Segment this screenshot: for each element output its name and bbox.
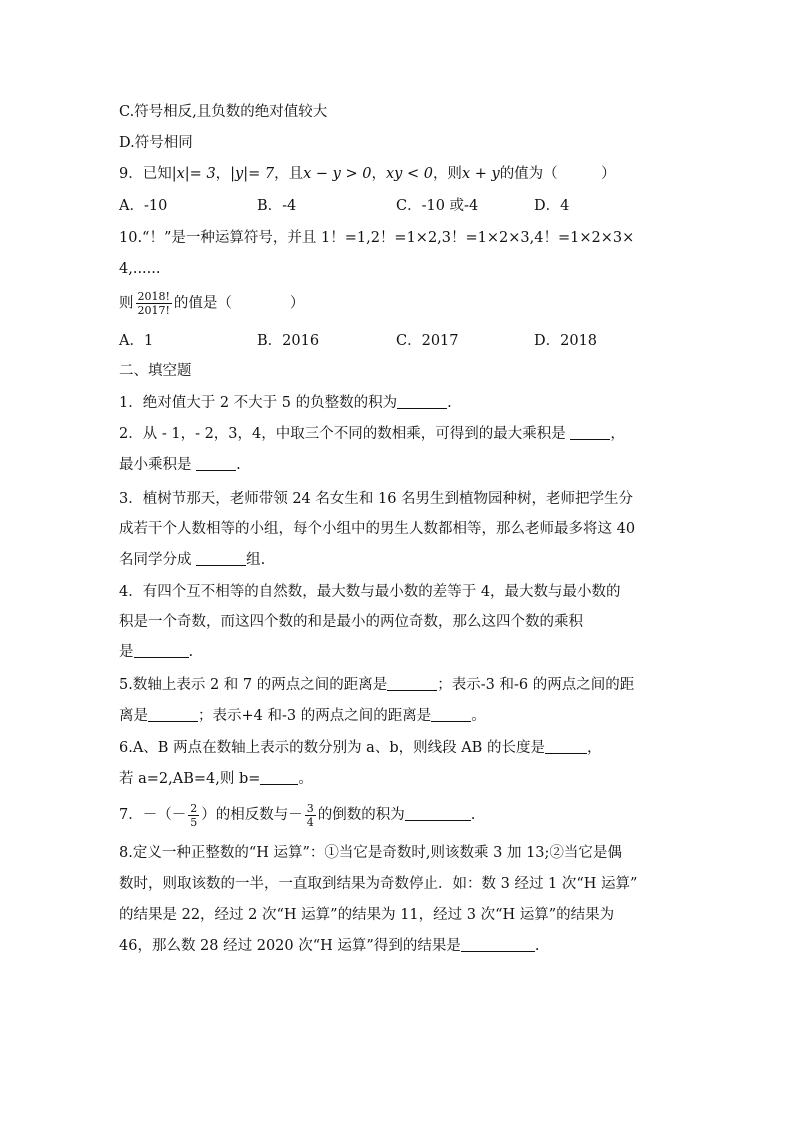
q10-option-c: C．2017 [396, 333, 459, 349]
section-title: 二、填空题 [119, 363, 192, 379]
question-10-line1: 10.“！”是一种运算符号，并且 1！=1,2！=1×2,3！=1×2×3,4！=1×2×3× [119, 230, 635, 246]
option-c-line: C.符号相反,且负数的绝对值较大 [119, 104, 328, 120]
answer-blank [431, 707, 471, 722]
q10-option-d: D．2018 [534, 333, 598, 349]
fill-question-4-line3: 是 . [119, 644, 194, 660]
fill-question-8-line3: 的结果是 22，经过 2 次“H 运算”的结果为 11，经过 3 次“H 运算”的结果为 [119, 907, 615, 923]
question-10-line3: 则 $\frac{2018!}{2017!}$ 的值是（ ） [119, 290, 305, 317]
q9-option-b: B．-4 [257, 198, 297, 214]
fill-question-1: 1．绝对值大于 2 不大于 5 的负整数的积为 . [119, 395, 452, 411]
fill-question-3-line2: 成若干个人数相等的小组，每个小组中的男生人数都相等，那么老师最多将这 40 [119, 521, 636, 537]
answer-blank [387, 676, 437, 691]
fill-question-8-line2: 数时，则取该数的一半，一直取到结果为奇数停止．如：数 3 经过 1 次“H 运算” [119, 876, 638, 892]
fill-question-4-line1: 4．有四个互不相等的自然数，最大数与最小数的差等于 4，最大数与最小数的 [119, 584, 621, 600]
question-10-line2: 4,...... [119, 261, 161, 277]
fill-question-2-line1: 2．从 - 1，- 2，3，4，中取三个不同的数相乘，可得到的最大乘积是 ， [119, 426, 625, 442]
q10-option-b: B．2016 [257, 333, 320, 349]
fill-question-8-line1: 8.定义一种正整数的“H 运算”：①当它是奇数时,则该数乘 3 加 13;②当它是偶 [119, 845, 622, 861]
answer-blank [196, 551, 246, 566]
fill-question-8-line4: 46，那么数 28 经过 2020 次“H 运算”得到的结果是 . [119, 938, 540, 954]
answer-blank [461, 937, 535, 952]
fill-question-4-line2: 积是一个奇数，而这四个数的和是最小的两位奇数，那么这四个数的乘积 [119, 614, 583, 630]
fill-question-5-line1: 5.数轴上表示 2 和 7 的两点之间的距离是 ；表示-3 和-6 的两点之间的距 [119, 677, 635, 693]
fill-question-3-line3: 名同学分成 组. [119, 552, 266, 568]
answer-blank [405, 806, 471, 821]
answer-blank [196, 456, 236, 471]
fill-question-5-line2: 离是 ；表示+4 和-3 的两点之间的距离是 。 [119, 708, 486, 724]
fill-question-6-line2: 若 a=2,AB=4,则 b= 。 [119, 771, 313, 787]
answer-blank [570, 425, 610, 440]
answer-blank [545, 739, 587, 754]
answer-blank [260, 770, 298, 785]
fraction-three-fourths: $\frac{3}{4}$ [306, 801, 314, 829]
fill-question-7: 7．－（－ $\frac{2}{5}$ ）的相反数与－ $\frac{3}{4}$ 的倒数的积为 . [119, 801, 476, 829]
fraction-two-fifths: $\frac{2}{5}$ [190, 801, 198, 829]
question-9: 9．已知|x|= 3，|y|= 7，且x − y > 0，xy < 0，则x + y的值为（ ） [119, 166, 616, 182]
fill-question-6-line1: 6.A、B 两点在数轴上表示的数分别为 a、b，则线段 AB 的长度是 ， [119, 740, 602, 756]
q10-option-a: A．1 [119, 333, 154, 349]
q9-option-d: D．4 [534, 198, 570, 214]
q9-option-a: A．-10 [119, 198, 168, 214]
answer-blank [397, 394, 447, 409]
answer-blank [134, 643, 189, 658]
fill-question-2-line2: 最小乘积是 . [119, 457, 241, 473]
fill-question-3-line1: 3．植树节那天，老师带领 24 名女生和 16 名男生到植物园种树，老师把学生分 [119, 491, 634, 507]
factorial-fraction: $\frac{2018!}{2017!}$ [137, 290, 170, 317]
answer-blank [148, 707, 198, 722]
option-d-line: D.符号相同 [119, 135, 193, 151]
q9-option-c: C．-10 或-4 [396, 198, 479, 214]
